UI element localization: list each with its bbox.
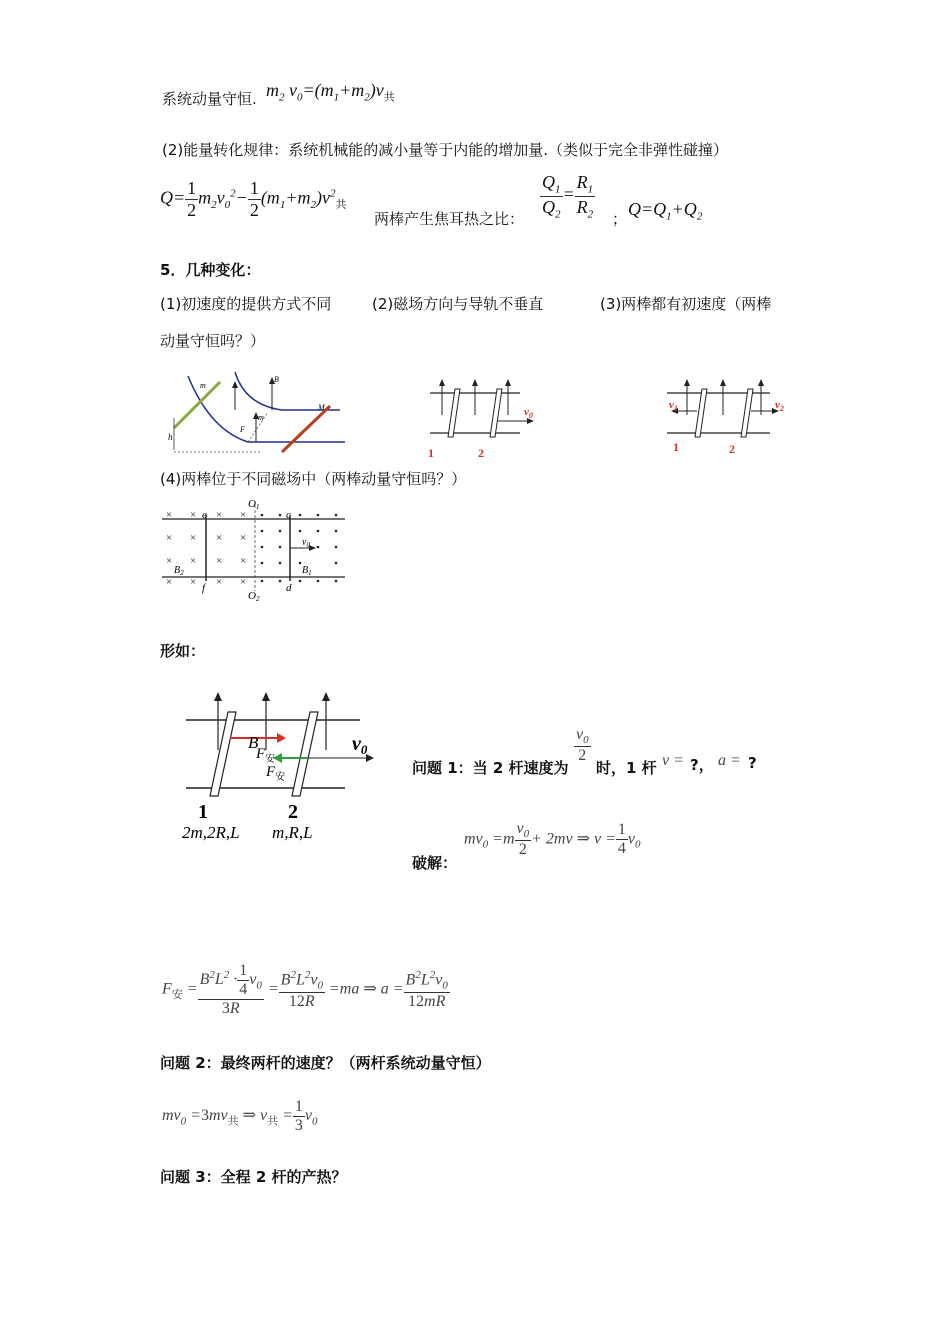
label-F-2: $F_安$ [266, 764, 286, 783]
svg-text:×: × [166, 555, 173, 567]
heat-ratio-formula: $\frac{Q_1}{Q_2}$ = $\frac{R_1}{R_2}$ [542, 172, 594, 221]
label-rod-2-params: m,R,L [272, 823, 313, 842]
solve-label: 破解： [412, 854, 458, 872]
semicolon: ； [612, 210, 628, 228]
momentum-label: 系统动量守恒. [162, 90, 257, 108]
variant-4: (4)两棒位于不同磁场中（两棒动量守恒吗？） [160, 470, 467, 488]
svg-text:×: × [190, 509, 197, 521]
svg-text:×: × [166, 509, 173, 521]
section-5-title: 5．几种变化： [160, 261, 261, 279]
force-equation: $F_安$ = $B^2L^2$ · $\frac{1}{4}$ $v_0$ 3R = $\frac{B^2L^2v_0}{12R}$ =ma ⇒ a = $\frac{B^2L^2v_0}{12mR}$ [162, 962, 448, 1017]
label-c: c [286, 509, 291, 521]
variant-2: (2)磁场方向与导轨不垂直 [372, 295, 544, 313]
field-arrow-1 [214, 692, 222, 701]
label-m: m [200, 381, 206, 390]
label-M: M [318, 403, 325, 412]
total-heat-formula: $Q=Q_1+Q_2$ [628, 199, 703, 223]
figure-curved-rail [160, 370, 350, 460]
figure-two-fields [160, 495, 355, 605]
rod-1 [695, 389, 707, 437]
svg-text:×: × [190, 555, 197, 567]
variant-1: (1)初速度的提供方式不同 [160, 295, 332, 313]
label-rod-1: 1 [428, 446, 434, 460]
label-rod-2: 2 [729, 442, 735, 456]
svg-text:×: × [240, 555, 247, 567]
heat-formula: Q= $\frac{1}{2}$ $m_2v_0^2-$ $\frac{1}{2}$ $(m_1+m_2)v^2_共$ [160, 178, 347, 220]
velocity-arrow [309, 545, 316, 551]
rod-m [174, 382, 220, 428]
energy-rule-text: (2)能量转化规律：系统机械能的减小量等于内能的增加量.（类似于完全非弹性碰撞） [162, 141, 729, 159]
rod-1 [448, 389, 460, 437]
rod-M [282, 406, 330, 452]
variant-3-continued: 动量守恒吗？） [160, 332, 266, 350]
label-B2: $B_2$ [174, 565, 184, 577]
question-1-label: 问题 1：当 2 杆速度为 [412, 759, 569, 777]
label-rod-2: 2 [288, 801, 298, 823]
label-B: B [274, 375, 279, 384]
figure-main-two-rods [180, 688, 380, 848]
label-v0: $v_0$ [524, 406, 533, 420]
rod-1 [210, 712, 236, 796]
label-F-1: $F_安$ [256, 746, 276, 765]
svg-text:×: × [216, 509, 223, 521]
svg-text:×: × [190, 532, 197, 544]
field-arrow-3 [505, 379, 511, 386]
svg-text:×: × [216, 555, 223, 567]
question-2-label: 问题 2：最终两杆的速度？（两杆系统动量守恒） [160, 1054, 491, 1072]
field-arrow-1 [684, 379, 690, 386]
rod-2 [741, 389, 753, 437]
label-F: F [240, 425, 245, 434]
force-red-arrow [277, 733, 286, 743]
momentum-conservation-text [162, 88, 257, 109]
question-3-label: 问题 3：全程 2 杆的产热？ [160, 1168, 347, 1186]
field-arrow-1 [439, 379, 445, 386]
label-B1: $B_1$ [302, 565, 312, 577]
label-rod-1: 1 [198, 801, 208, 823]
solution-equation: $mv_0 =m$ $\frac{v_0}{2}$ + 2mv ⇒ v = $\frac{1}{4}$ $v_0$ [464, 820, 641, 859]
q1-a-symbol: a = [718, 752, 741, 769]
label-f: f [202, 582, 206, 594]
rod-2 [490, 389, 502, 437]
field-arrow-3 [322, 692, 330, 701]
q1-v-symbol: v = [662, 752, 684, 769]
field-arrow-3 [758, 379, 764, 386]
label-h: h [168, 432, 173, 442]
label-d: d [286, 582, 292, 594]
figure-two-rods-v0 [420, 375, 545, 460]
figure-two-rods-v1-v2 [665, 375, 795, 460]
svg-text:×: × [240, 576, 247, 588]
question-1-mid: 时，1 杆 [596, 759, 657, 777]
label-v0: $v_0$ [302, 537, 310, 549]
form-label: 形如： [160, 642, 206, 660]
svg-text:×: × [166, 532, 173, 544]
label-v0: $v_0$ [352, 733, 368, 757]
label-rod-1-params: 2m,2R,L [182, 823, 240, 842]
label-B: B [248, 733, 259, 752]
label-v2: $v_2$ [775, 399, 784, 413]
svg-text:×: × [166, 576, 173, 588]
heat-ratio-label: 两棒产生焦耳热之比： [374, 210, 525, 228]
field-arrow-1 [232, 381, 238, 388]
field-arrow-2 [262, 692, 270, 701]
rod-2 [292, 712, 318, 796]
variant-3: (3)两棒都有初速度（两棒 [600, 295, 772, 313]
svg-text:×: × [240, 532, 247, 544]
final-velocity-equation: $mv_0 =3mv_共$ ⇒ $v_共$ = $\frac{1}{3}$ $v_0$ [162, 1098, 318, 1134]
label-O2: O2 [248, 590, 260, 603]
label-rod-1: 1 [673, 440, 679, 454]
field-arrow-2 [720, 379, 726, 386]
q1-velocity-fraction: $\frac{v_0}{2}$ [576, 726, 589, 765]
svg-text:×: × [216, 576, 223, 588]
label-rod-2: 2 [478, 446, 484, 460]
label-e: e [202, 509, 207, 521]
q1-tail: ?， [690, 756, 714, 774]
label-O1: O1 [248, 498, 260, 511]
svg-text:×: × [240, 509, 247, 521]
q1-tail-2: ? [748, 754, 757, 772]
svg-text:×: × [190, 576, 197, 588]
label-mg: m [258, 413, 264, 422]
label-v1: $v_1$ [669, 399, 678, 413]
momentum-equation: $m_2$ $v_0=(m_1+m_2)v_共$ [266, 80, 395, 104]
svg-text:×: × [216, 532, 223, 544]
field-arrow-2 [472, 379, 478, 386]
